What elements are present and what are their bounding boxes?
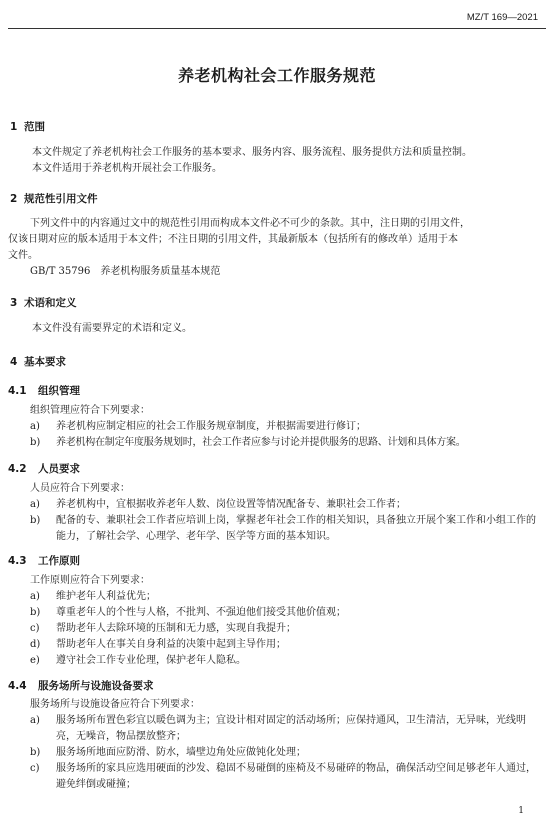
section-number: 4.3 bbox=[8, 555, 27, 567]
subsection-4-4-heading bbox=[8, 678, 154, 693]
paragraph: 本文件没有需要界定的术语和定义。 bbox=[32, 323, 192, 334]
list-text: 遵守社会工作专业伦理，保护老年人隐私。 bbox=[56, 655, 246, 666]
list-item bbox=[30, 713, 544, 745]
section-title: 服务场所与设施设备要求 bbox=[38, 680, 154, 692]
list-text: 服务场所的家具应选用硬面的沙发、稳固不易碰倒的座椅及不易碰碎的物品，确保活动空间足够老年人通过，避免绊倒或碰撞； bbox=[56, 763, 536, 790]
list-text: 维护老年人利益优先； bbox=[56, 591, 156, 602]
normative-reference: GB/T 35796 养老机构服务质量基本规范 bbox=[30, 266, 221, 277]
list-label: b) bbox=[30, 437, 41, 448]
list-item bbox=[30, 419, 544, 435]
list-item bbox=[30, 435, 550, 451]
list-item bbox=[30, 653, 544, 669]
list-text: 养老机构中，宜根据收养老年人数、岗位设置等情况配备专、兼职社会工作者； bbox=[56, 499, 406, 510]
paragraph: 文件。 bbox=[8, 250, 38, 261]
section-number: 4 bbox=[10, 356, 18, 368]
section-number: 1 bbox=[10, 121, 18, 133]
list-item bbox=[30, 605, 544, 621]
section-title: 基本要求 bbox=[24, 356, 66, 368]
section-title: 人员要求 bbox=[38, 463, 80, 475]
section-number: 4.1 bbox=[8, 385, 27, 397]
list-label: a) bbox=[30, 421, 40, 432]
list-label: d) bbox=[30, 639, 41, 650]
section-title: 范围 bbox=[24, 121, 45, 133]
section-number: 4.2 bbox=[8, 463, 27, 475]
section-number: 4.4 bbox=[8, 680, 27, 692]
list-item bbox=[30, 513, 544, 545]
list-item bbox=[30, 637, 544, 653]
list-label: a) bbox=[30, 591, 40, 602]
list-item bbox=[30, 497, 544, 513]
list-text: 服务场所地面应防滑、防水，墙壁边角处应做钝化处理； bbox=[56, 747, 306, 758]
list-item bbox=[30, 745, 544, 761]
section-2-heading bbox=[10, 191, 98, 206]
list-item bbox=[30, 589, 544, 605]
list-item bbox=[30, 621, 544, 637]
header-rule bbox=[8, 28, 546, 29]
paragraph: 本文件适用于养老机构开展社会工作服务。 bbox=[32, 163, 222, 174]
list-text: 服务场所布置色彩宜以暖色调为主；宜设计相对固定的活动场所；应保持通风，卫生清洁，无异味，光线明亮，无噪音，物品摆放整齐； bbox=[56, 715, 526, 742]
subsection-4-3-heading bbox=[8, 553, 80, 568]
subsection-4-2-heading bbox=[8, 461, 80, 476]
section-title: 组织管理 bbox=[38, 385, 80, 397]
list-label: e) bbox=[30, 655, 40, 666]
list-label: a) bbox=[30, 499, 40, 510]
paragraph: 工作原则应符合下列要求： bbox=[30, 575, 150, 586]
list-item bbox=[30, 761, 544, 793]
section-number: 3 bbox=[10, 297, 18, 309]
list-label: c) bbox=[30, 623, 40, 634]
section-title: 术语和定义 bbox=[24, 297, 77, 309]
paragraph: 人员应符合下列要求： bbox=[30, 483, 130, 494]
paragraph: 仅该日期对应的版本适用于本文件；不注日期的引用文件，其最新版本（包括所有的修改单）适用于本 bbox=[8, 234, 458, 245]
list-text: 尊重老年人的个性与人格，不批判、不强迫他们接受其他价值观； bbox=[56, 607, 346, 618]
list-label: b) bbox=[30, 515, 41, 526]
list-label: b) bbox=[30, 747, 41, 758]
list-label: b) bbox=[30, 607, 41, 618]
list-text: 配备的专、兼职社会工作者应培训上岗，掌握老年社会工作的相关知识，具备独立开展个案工作和小组工作的能力，了解社会学、心理学、老年学、医学等方面的基本知识。 bbox=[56, 515, 536, 542]
list-text: 帮助老年人去除环境的压制和无力感，实现自我提升； bbox=[56, 623, 296, 634]
paragraph: 组织管理应符合下列要求： bbox=[30, 405, 150, 416]
section-1-heading bbox=[10, 119, 45, 134]
list-text: 帮助老年人在事关自身利益的决策中起到主导作用； bbox=[56, 639, 286, 650]
section-title: 规范性引用文件 bbox=[24, 193, 98, 205]
subsection-4-1-heading bbox=[8, 383, 80, 398]
section-3-heading bbox=[10, 295, 77, 310]
section-number: 2 bbox=[10, 193, 18, 205]
section-title: 工作原则 bbox=[38, 555, 80, 567]
list-label: c) bbox=[30, 763, 40, 774]
paragraph: 服务场所与设施设备应符合下列要求： bbox=[30, 699, 200, 710]
list-label: a) bbox=[30, 715, 40, 726]
paragraph: 本文件规定了养老机构社会工作服务的基本要求、服务内容、服务流程、服务提供方法和质量控制。 bbox=[32, 147, 472, 158]
paragraph: 下列文件中的内容通过文中的规范性引用而构成本文件必不可少的条款。其中，注日期的引用文件， bbox=[30, 218, 470, 229]
document-title: 养老机构社会工作服务规范 bbox=[177, 66, 376, 85]
standard-code: MZ/T 169—2021 bbox=[466, 12, 538, 23]
list-text: 养老机构在制定年度服务规划时，社会工作者应参与讨论并提供服务的思路、计划和具体方案。 bbox=[56, 437, 466, 448]
section-4-heading bbox=[10, 354, 66, 369]
page-number: 1 bbox=[518, 806, 524, 816]
list-text: 养老机构应制定相应的社会工作服务规章制度，并根据需要进行修订； bbox=[56, 421, 366, 432]
